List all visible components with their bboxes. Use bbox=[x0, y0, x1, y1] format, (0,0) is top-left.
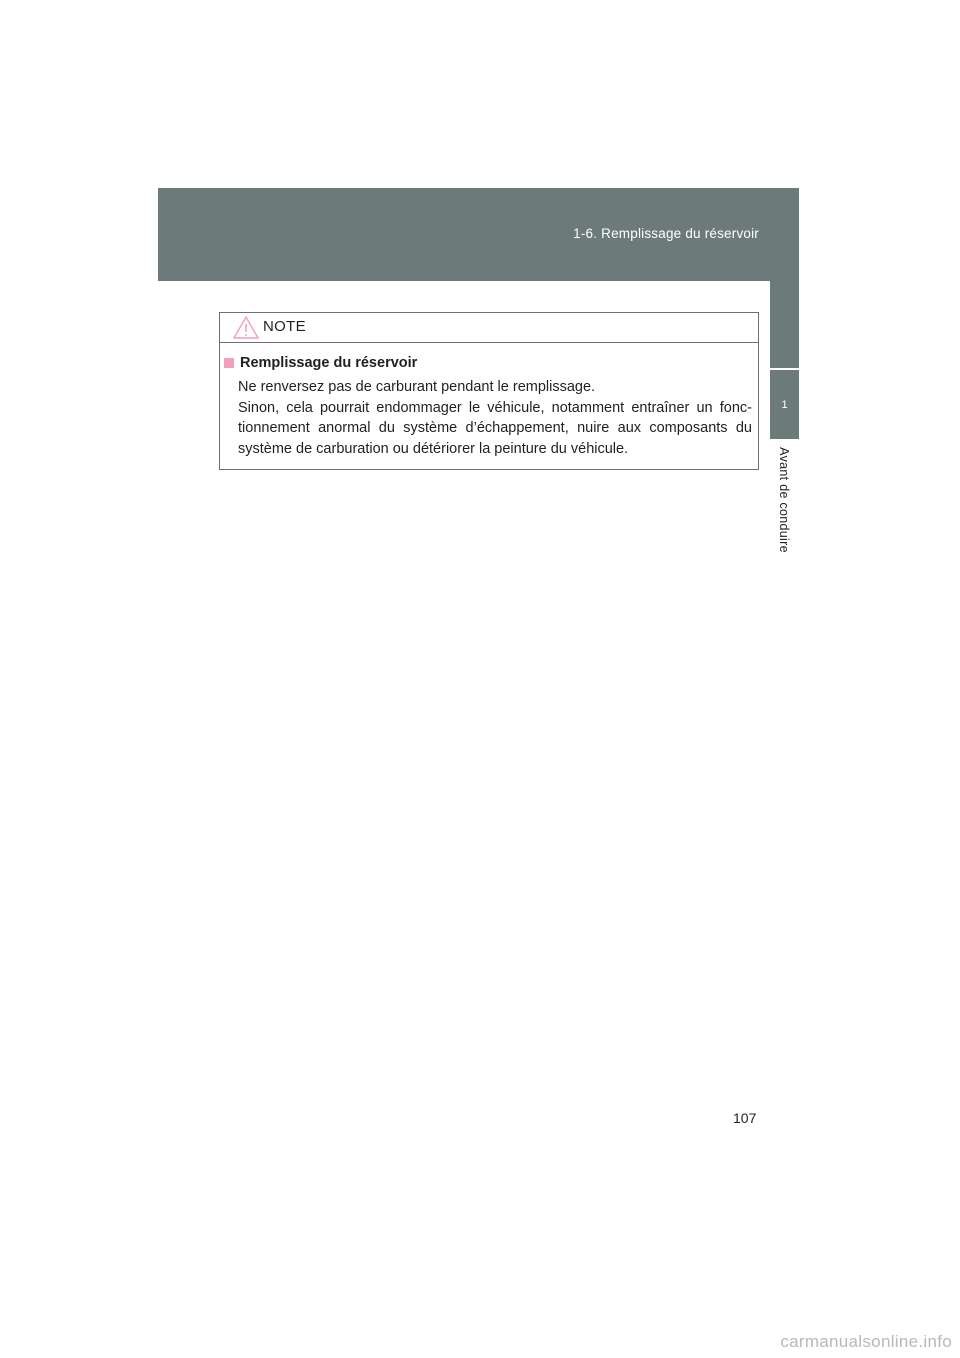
header-band bbox=[158, 188, 799, 281]
side-tab-upper bbox=[770, 281, 799, 368]
note-text bbox=[238, 377, 752, 459]
chapter-tab bbox=[770, 370, 799, 439]
note-paragraph-1: Ne renversez pas de carburant pendant le remplissage. bbox=[238, 379, 596, 395]
note-title: NOTE bbox=[263, 318, 306, 335]
note-heading-text: Remplissage du réservoir bbox=[240, 355, 418, 371]
chapter-label: Avant de conduire bbox=[777, 447, 791, 553]
note-header bbox=[220, 313, 758, 343]
warning-triangle-icon bbox=[232, 315, 260, 340]
note-box bbox=[219, 312, 759, 470]
watermark: carmanualsonline.info bbox=[780, 1332, 952, 1351]
note-heading bbox=[224, 353, 752, 373]
page-number: 107 bbox=[733, 1110, 757, 1126]
square-bullet-icon bbox=[224, 358, 234, 368]
note-body bbox=[224, 353, 752, 459]
chapter-number: 1 bbox=[781, 398, 788, 411]
section-title: 1-6. Remplissage du réservoir bbox=[573, 226, 759, 241]
note-paragraph-2: Sinon, cela pourrait endommager le véhicule, notamment entraîner un fonc-tionnement anormal du système d’échappement, nuire aux composants du système de carburation ou détériorer la peinture du véhicule. bbox=[238, 399, 752, 457]
